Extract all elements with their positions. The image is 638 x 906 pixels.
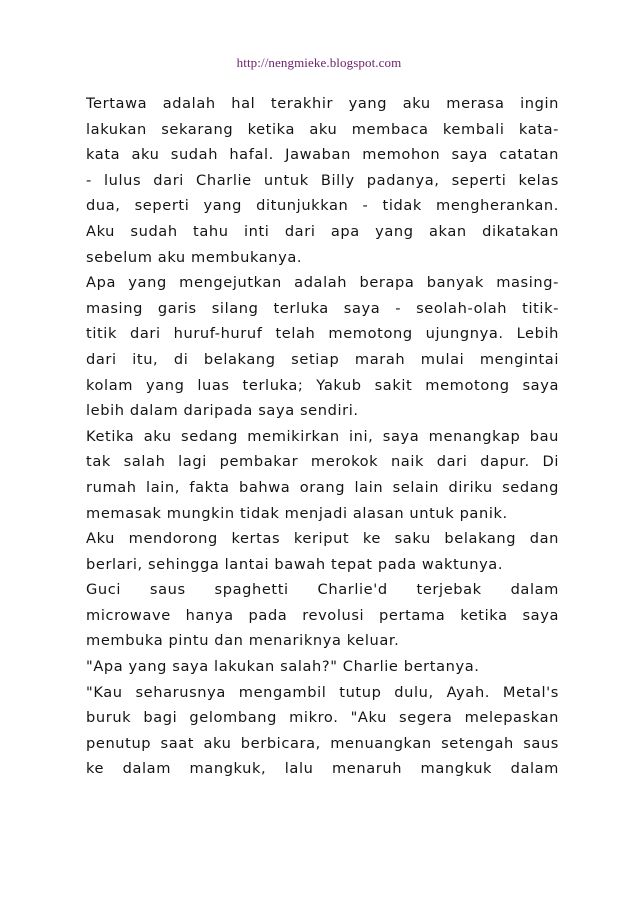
text-line: Ketika aku sedang memikirkan ini, saya menangkap bau bbox=[86, 427, 559, 445]
text-line: - lulus dari Charlie untuk Billy padanya, seperti kelas bbox=[86, 171, 559, 189]
text-line: kata aku sudah hafal. Jawaban memohon saya catatan bbox=[86, 146, 559, 164]
text-line: microwave hanya pada revolusi pertama ketika saya bbox=[86, 606, 559, 624]
text-line: kolam yang luas terluka; Yakub sakit memotong saya bbox=[86, 376, 559, 394]
body-text bbox=[86, 91, 559, 782]
paragraph bbox=[86, 526, 559, 577]
paragraph bbox=[86, 654, 559, 680]
text-line: titik dari huruf-huruf telah memotong ujungnya. Lebih bbox=[86, 325, 559, 343]
header-url[interactable]: http://nengmieke.blogspot.com bbox=[236, 55, 402, 70]
text-line: Tertawa adalah hal terakhir yang aku merasa ingin bbox=[86, 95, 559, 112]
text-line: sebelum aku membukanya. bbox=[86, 248, 303, 266]
paragraph bbox=[86, 424, 559, 526]
paragraph bbox=[86, 680, 559, 782]
text-line: "Kau seharusnya mengambil tutup dulu, Ayah. Metal's bbox=[86, 683, 559, 701]
text-line: Aku sudah tahu inti dari apa yang akan dikatakan bbox=[86, 222, 559, 240]
text-line: lakukan sekarang ketika aku membaca kembali kata- bbox=[86, 120, 559, 138]
text-line: memasak mungkin tidak menjadi alasan untuk panik. bbox=[86, 504, 508, 522]
text-line: lebih dalam daripada saya sendiri. bbox=[86, 402, 359, 420]
paragraph bbox=[86, 91, 559, 270]
text-line: ke dalam mangkuk, lalu menaruh mangkuk dalam bbox=[86, 760, 559, 778]
paragraph bbox=[86, 270, 559, 424]
text-line: berlari, sehingga lantai bawah tepat pada waktunya. bbox=[86, 555, 504, 573]
text-line: dua, seperti yang ditunjukkan - tidak mengherankan. bbox=[86, 197, 559, 215]
text-line: "Apa yang saya lakukan salah?" Charlie bertanya. bbox=[86, 658, 480, 676]
text-line: Aku mendorong kertas keriput ke saku belakang dan bbox=[86, 530, 559, 548]
text-line: Guci saus spaghetti Charlie'd terjebak dalam bbox=[86, 581, 559, 599]
text-line: dari itu, di belakang setiap marah mulai mengintai bbox=[86, 350, 559, 368]
text-line: penutup saat aku berbicara, menuangkan setengah saus bbox=[86, 734, 559, 752]
paragraph bbox=[86, 577, 559, 654]
text-line: Apa yang mengejutkan adalah berapa banyak masing- bbox=[86, 274, 559, 292]
text-line: masing garis silang terluka saya - seolah-olah titik- bbox=[86, 299, 559, 317]
text-line: buruk bagi gelombang mikro. "Aku segera melepaskan bbox=[86, 709, 559, 727]
text-line: tak salah lagi pembakar merokok naik dari dapur. Di bbox=[86, 453, 559, 471]
text-line: membuka pintu dan menariknya keluar. bbox=[86, 632, 400, 650]
text-line: rumah lain, fakta bahwa orang lain selain diriku sedang bbox=[86, 478, 559, 496]
